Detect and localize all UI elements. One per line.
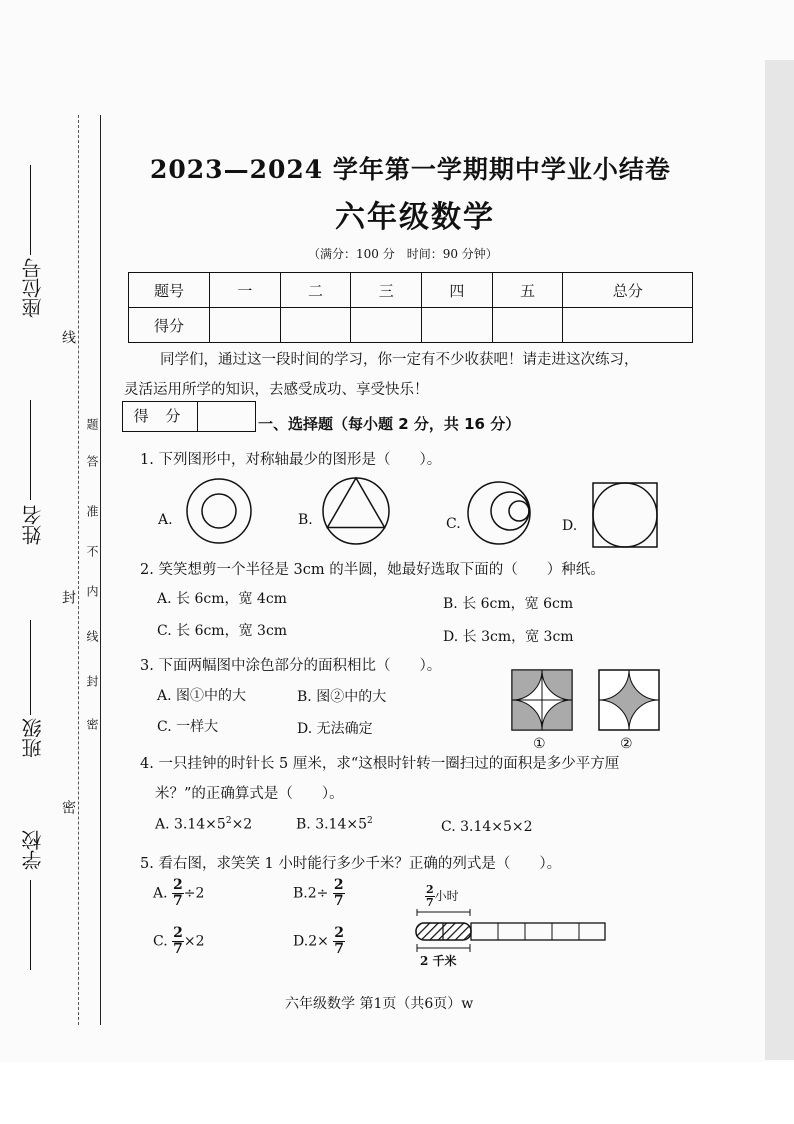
score-table-header-row (129, 273, 693, 308)
score-entry-3[interactable] (351, 308, 422, 343)
q5-option-c-fraction (172, 926, 184, 957)
intro-line-1: 同学们，通过这一段时间的学习，你一定有不少收获吧！请走进这次练习， (160, 352, 639, 368)
score-entry-5[interactable] (492, 308, 563, 343)
q3-figure-1-pinwheel (511, 669, 573, 731)
q4-option-a-exponent: 2 (225, 816, 232, 826)
q2-option-d[interactable]: D. 长 3cm，宽 3cm (443, 629, 574, 645)
score-entry-4[interactable] (422, 308, 493, 343)
q4-option-b-exponent: 2 (367, 816, 373, 826)
q1-option-a[interactable]: A. (158, 512, 173, 528)
binding-line-outer (100, 115, 101, 1025)
q5-option-c-label: C. (153, 933, 168, 950)
exam-title: 2023—2024 学年第一学期期中学业小结卷 (150, 155, 671, 184)
notice-char-4: 不 (85, 545, 99, 557)
q3-figure-2-label: ② (620, 736, 633, 752)
q3-stem: 3. 下面两幅图中涂色部分的面积相比（ ）。 (140, 658, 442, 674)
school-label: 学校 (21, 830, 45, 870)
score-entry-2[interactable] (280, 308, 351, 343)
score-table-score-row (129, 308, 693, 343)
q3-option-d[interactable]: D. 无法确定 (297, 721, 373, 737)
page-bottom-margin (0, 1062, 794, 1124)
q4-option-a-base: A. 3.14×5 (155, 816, 226, 833)
notice-char-6: 线 (85, 630, 99, 642)
section1-score-box (122, 401, 256, 432)
q3-option-c[interactable]: C. 一样大 (157, 719, 219, 735)
notice-char-1: 题 (85, 418, 99, 430)
score-cell-label: 题号 (129, 273, 210, 308)
intro-line-2: 灵活运用所学的知识，去感受成功、享受快乐！ (124, 382, 429, 398)
q4-option-a[interactable] (155, 816, 252, 833)
q5-option-b[interactable] (293, 878, 345, 909)
q5-option-c-numerator: 2 (173, 925, 183, 941)
q5-option-d-operation: 2× (308, 933, 329, 950)
q5-option-c-operation: ×2 (183, 933, 205, 950)
school-field[interactable] (30, 880, 31, 970)
score-cell-5: 五 (492, 273, 563, 308)
q5-diagram-unit: 小时 (434, 889, 459, 903)
name-label: 姓名 (21, 505, 45, 545)
class-field[interactable] (30, 620, 31, 715)
q5-option-b-denominator: 7 (333, 893, 344, 909)
notice-char-2: 答 (85, 455, 99, 467)
q4-option-c[interactable]: C. 3.14×5×2 (441, 819, 533, 835)
q5-option-b-operation: 2÷ (307, 885, 329, 902)
seal-char-xian: 线 (60, 330, 76, 344)
adjacent-page-edge (765, 60, 794, 1060)
q4-option-a-tail: ×2 (231, 816, 253, 833)
q5-diagram-distance-label: 2 千米 (420, 954, 457, 968)
section1-score-label: 得 分 (123, 402, 198, 431)
q5-option-c-denominator: 7 (173, 941, 183, 957)
q3-figure-1-label: ① (533, 736, 546, 752)
name-field[interactable] (30, 400, 31, 500)
q1-figure-a-concentric-circles (184, 476, 254, 546)
seal-char-feng: 封 (60, 590, 76, 604)
seat-number-field[interactable] (30, 165, 31, 255)
q5-option-a-numerator: 2 (173, 877, 183, 893)
binding-line-inner (78, 115, 79, 1025)
score-row-label: 得分 (129, 308, 210, 343)
q4-stem-line-1: 4. 一只挂钟的时针长 5 厘米，求“这根时针转一圈扫过的面积是多少平方厘 (140, 756, 620, 772)
q5-diagram-numerator: 2 (426, 883, 434, 896)
q2-option-a[interactable]: A. 长 6cm，宽 4cm (157, 591, 287, 607)
notice-char-8: 密 (85, 718, 99, 730)
notice-char-5: 内 (85, 585, 99, 597)
q2-option-b[interactable]: B. 长 6cm，宽 6cm (443, 596, 574, 612)
score-cell-total: 总分 (563, 273, 693, 308)
exam-subject: 六年级数学 (335, 200, 495, 235)
q5-stem: 5. 看右图，求笑笑 1 小时能行多少千米？正确的列式是（ ）。 (140, 856, 562, 872)
q5-option-a-label: A. (153, 885, 168, 902)
q5-option-d-label: D. (293, 933, 309, 950)
q5-option-d-denominator: 7 (334, 941, 345, 957)
score-cell-1: 一 (210, 273, 281, 308)
seal-char-mi: 密 (60, 800, 76, 814)
q2-option-c[interactable]: C. 长 6cm，宽 3cm (157, 623, 288, 639)
score-cell-4: 四 (422, 273, 493, 308)
q5-diagram-time-label (425, 884, 459, 909)
q5-option-d[interactable] (293, 926, 345, 957)
q5-option-d-numerator: 2 (334, 925, 345, 941)
q4-stem-line-2: 米？”的正确算式是（ ）。 (155, 786, 344, 802)
q1-stem: 1. 下列图形中，对称轴最少的图形是（ ）。 (140, 452, 442, 468)
section1-title: 一、选择题（每小题 2 分，共 16 分） (258, 415, 521, 433)
q1-figure-c-nested-circles (466, 480, 536, 550)
q5-option-c[interactable] (153, 926, 205, 957)
q5-option-d-fraction (333, 926, 345, 957)
notice-char-3: 准 (85, 505, 99, 517)
score-cell-3: 三 (351, 273, 422, 308)
q3-option-a[interactable]: A. 图①中的大 (157, 688, 247, 704)
q5-option-a-operation: ÷2 (183, 885, 205, 902)
q4-option-b-base: B. 3.14×5 (296, 816, 367, 833)
q5-diagram-fraction (425, 884, 435, 909)
q1-figure-d-circle-in-square (592, 482, 662, 552)
q1-figure-b-triangle-in-circle (321, 476, 391, 546)
q5-option-a-denominator: 7 (173, 893, 183, 909)
q5-diagram-bar (410, 908, 610, 958)
q5-option-a-fraction (172, 878, 184, 909)
exam-meta: （满分：100 分 时间：90 分钟） (308, 247, 498, 261)
score-table (128, 272, 693, 343)
q1-option-d[interactable]: D. (562, 518, 578, 534)
notice-char-7: 封 (85, 675, 99, 687)
score-entry-total[interactable] (563, 308, 693, 343)
q3-figure-2-star (598, 669, 660, 731)
q2-stem: 2. 笑笑想剪一个半径是 3cm 的半圆，她最好选取下面的（ ）种纸。 (140, 562, 605, 578)
q1-option-c[interactable]: C. (446, 516, 461, 532)
q5-option-b-numerator: 2 (333, 877, 344, 893)
q5-option-b-label: B. (293, 885, 308, 902)
score-entry-1[interactable] (210, 308, 281, 343)
q1-option-b[interactable]: B. (298, 512, 313, 528)
q5-option-b-fraction (333, 878, 345, 909)
page-footer: 六年级数学 第1页（共6页）w (285, 996, 474, 1012)
seat-number-label: 座位号 (21, 258, 45, 318)
score-cell-2: 二 (280, 273, 351, 308)
q4-option-b[interactable] (296, 816, 373, 833)
q3-option-b[interactable]: B. 图②中的大 (297, 689, 387, 705)
q5-diagram-denominator: 7 (426, 896, 434, 909)
q5-option-a[interactable] (153, 878, 204, 909)
class-label: 班级 (21, 718, 45, 758)
